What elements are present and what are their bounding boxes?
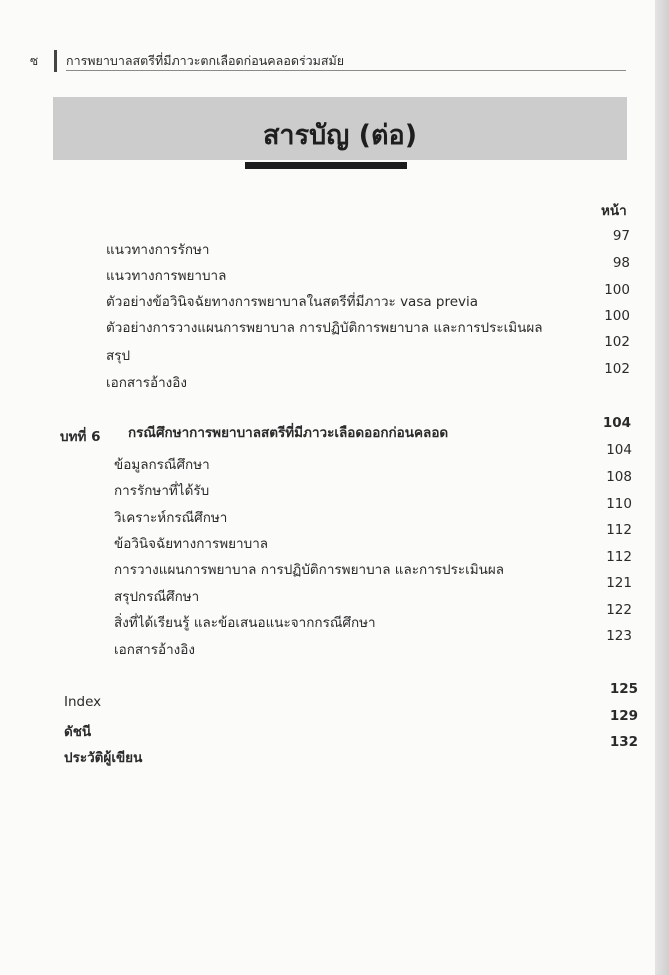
toc-page: 110 xyxy=(606,496,632,512)
toc-page: 104 xyxy=(606,442,632,458)
chapter-page: 104 xyxy=(602,415,631,431)
toc-entry: การรักษาที่ได้รับ xyxy=(114,483,210,499)
title-underline xyxy=(245,162,407,169)
toc-entry: วิเคราะห์กรณีศึกษา xyxy=(114,510,228,526)
toc-page: 132 xyxy=(609,734,638,750)
header-rule xyxy=(66,70,626,71)
page-column-label: หน้า xyxy=(601,203,627,219)
chapter-title: กรณีศึกษาการพยาบาลสตรีที่มีภาวะเลือดออกก่อนคลอด xyxy=(128,425,449,441)
toc-page: 129 xyxy=(609,708,638,724)
toc-page: 102 xyxy=(604,334,630,350)
toc-page: 97 xyxy=(612,228,630,244)
toc-entry: สรุป xyxy=(106,348,131,364)
header-divider xyxy=(54,50,57,72)
toc-page: 112 xyxy=(606,522,632,538)
toc-entry: ดัชนี xyxy=(64,724,92,740)
page-title: สารบัญ (ต่อ) xyxy=(262,120,418,151)
toc-entry: Index xyxy=(64,694,102,710)
toc-entry: สิ่งที่ได้เรียนรู้ และข้อเสนอแนะจากกรณีศึกษา xyxy=(114,615,376,631)
toc-entry: เอกสารอ้างอิง xyxy=(114,642,195,658)
toc-page: 108 xyxy=(606,469,632,485)
toc-entry: แนวทางการรักษา xyxy=(106,242,210,258)
toc-entry: การวางแผนการพยาบาล การปฏิบัติการพยาบาล และการประเมินผล xyxy=(114,562,505,578)
toc-page: 112 xyxy=(606,549,632,565)
toc-page: 125 xyxy=(609,681,638,697)
toc-entry: แนวทางการพยาบาล xyxy=(106,268,227,284)
toc-page: 98 xyxy=(612,255,630,271)
toc-page: 102 xyxy=(604,361,630,377)
toc-entry: ตัวอย่างการวางแผนการพยาบาล การปฏิบัติการพยาบาล และการประเมินผล xyxy=(106,320,543,336)
header-page-number: ซ xyxy=(30,54,39,68)
toc-entry: เอกสารอ้างอิง xyxy=(106,375,187,391)
toc-entry: ข้อวินิจฉัยทางการพยาบาล xyxy=(114,536,269,552)
header-running-title: การพยาบาลสตรีที่มีภาวะตกเลือดก่อนคลอดร่วมสมัย xyxy=(66,53,345,68)
toc-page: 123 xyxy=(606,628,632,644)
toc-page: 121 xyxy=(606,575,632,591)
toc-entry: สรุปกรณีศึกษา xyxy=(114,589,200,605)
toc-entry: ข้อมูลกรณีศึกษา xyxy=(114,457,210,473)
toc-page: 100 xyxy=(604,308,630,324)
chapter-label: บทที่ 6 xyxy=(60,429,101,445)
toc-entry: ประวัติผู้เขียน xyxy=(64,750,143,766)
toc-page: 100 xyxy=(604,282,630,298)
toc-entry: ตัวอย่างข้อวินิจฉัยทางการพยาบาลในสตรีที่มีภาวะ vasa previa xyxy=(106,294,479,310)
toc-page: 122 xyxy=(606,602,632,618)
